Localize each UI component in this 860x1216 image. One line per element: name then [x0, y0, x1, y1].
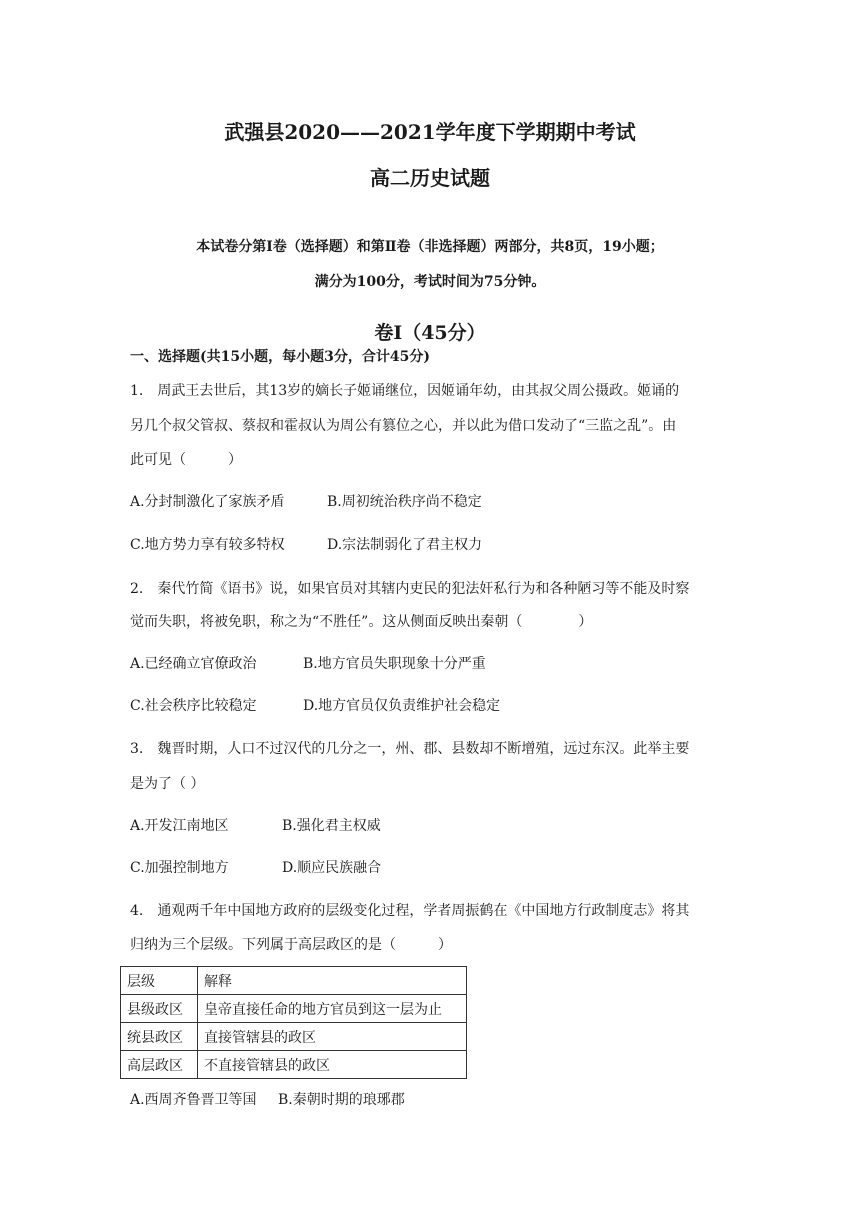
option-d[interactable]: D.宗法制弱化了君主权力 [327, 537, 483, 553]
option-a[interactable]: A.西周齐鲁晋卫等国 [130, 1092, 257, 1108]
option-b[interactable]: B.周初统治秩序尚不稳定 [327, 494, 482, 510]
option-d[interactable]: D.地方官员仅负责维护社会稳定 [303, 698, 501, 714]
table-row [121, 1023, 467, 1051]
exam-subtitle: 高二历史试题 [370, 166, 490, 190]
option-d[interactable]: D.顺应民族融合 [282, 860, 382, 876]
region-level-table [120, 966, 467, 1079]
table-row [121, 1051, 467, 1079]
table-cell: 统县政区 [121, 1023, 198, 1051]
table-cell: 皇帝直接任命的地方官员到这一层为止 [198, 995, 467, 1023]
table-cell: 解释 [198, 967, 467, 995]
table-cell: 高层政区 [121, 1051, 198, 1079]
option-a[interactable]: A.已经确立官僚政治 [130, 656, 257, 672]
question-text-line: 归纳为三个层级。下列属于高层政区的是（ ） [130, 937, 452, 953]
option-a[interactable]: A.开发江南地区 [130, 818, 229, 834]
option-b[interactable]: B.地方官员失职现象十分严重 [303, 656, 486, 672]
table-cell: 直接管辖县的政区 [198, 1023, 467, 1051]
option-b[interactable]: B.秦朝时期的琅琊郡 [278, 1092, 405, 1108]
option-c[interactable]: C.地方势力享有较多特权 [130, 537, 285, 553]
question-text-line: 4. 通观两千年中国地方政府的层级变化过程，学者周振鹤在《中国地方行政制度志》将其 [130, 903, 690, 919]
option-b[interactable]: B.强化君主权威 [282, 818, 381, 834]
section-title: 卷Ⅰ（45分） [374, 322, 486, 344]
option-a[interactable]: A.分封制激化了家族矛盾 [130, 494, 285, 510]
question-text-line: 另几个叔父管叔、蔡叔和霍叔认为周公有篡位之心，并以此为借口发动了“三监之乱”。由 [130, 418, 677, 434]
question-text-line: 3. 魏晋时期，人口不过汉代的几分之一，州、郡、县数却不断增殖，远过东汉。此举主要 [130, 741, 690, 757]
table-cell: 县级政区 [121, 995, 198, 1023]
part-heading: 一、选择题(共15小题，每小题3分，合计45分) [130, 349, 430, 365]
question-text-line: 觉而失职，将被免职，称之为“不胜任”。这从侧面反映出秦朝（ ） [130, 614, 593, 630]
notice-line-2: 满分为100分，考试时间为75分钟。 [314, 274, 546, 290]
question-text-line: 是为了（ ） [130, 776, 205, 792]
notice-line-1: 本试卷分第Ⅰ卷（选择题）和第Ⅱ卷（非选择题）两部分，共8页，19小题； [196, 239, 664, 255]
question-text-line: 此可见（ ） [130, 452, 242, 468]
question-text-line: 1. 周武王去世后，其13岁的嫡长子姬诵继位，因姬诵年幼，由其叔父周公摄政。姬诵的 [130, 383, 680, 399]
table-row [121, 967, 467, 995]
question-text-line: 2. 秦代竹简《语书》说，如果官员对其辖内吏民的犯法奸私行为和各种陋习等不能及时察 [130, 581, 690, 597]
option-c[interactable]: C.加强控制地方 [130, 860, 229, 876]
option-c[interactable]: C.社会秩序比较稳定 [130, 698, 257, 714]
exam-title: 武强县2020——2021学年度下学期期中考试 [224, 120, 636, 144]
table-cell: 层级 [121, 967, 198, 995]
table-row [121, 995, 467, 1023]
table-cell: 不直接管辖县的政区 [198, 1051, 467, 1079]
